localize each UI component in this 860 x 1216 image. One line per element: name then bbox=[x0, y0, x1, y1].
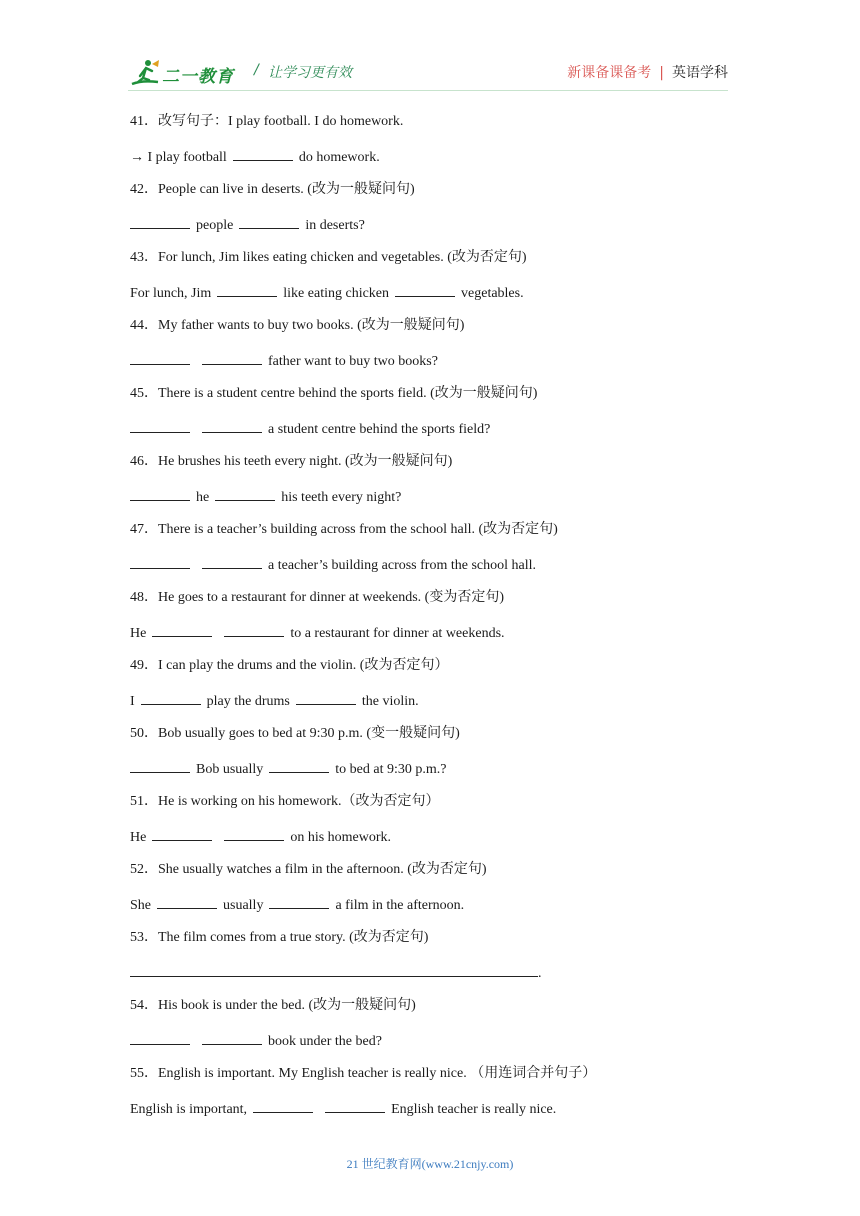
answer-text: father want to buy two books? bbox=[268, 354, 438, 369]
answer-text: to a restaurant for dinner at weekends. bbox=[290, 626, 505, 641]
answer-blank[interactable] bbox=[269, 894, 329, 909]
answer-text: on his homework. bbox=[290, 830, 392, 845]
answer-line bbox=[130, 282, 740, 316]
answer-text: a student centre behind the sports field? bbox=[268, 422, 491, 437]
answer-blank-full[interactable] bbox=[130, 962, 538, 977]
answer-blank[interactable] bbox=[130, 350, 190, 365]
answer-blank[interactable] bbox=[224, 622, 284, 637]
answer-blank[interactable] bbox=[217, 282, 277, 297]
answer-line bbox=[130, 350, 740, 384]
question-prompt: 50．Bob usually goes to bed at 9:30 p.m. (变一般疑问句) bbox=[130, 726, 460, 741]
answer-blank[interactable] bbox=[253, 1098, 313, 1113]
answer-text: a film in the afternoon. bbox=[335, 898, 465, 913]
answer-text: the violin. bbox=[361, 694, 419, 709]
question-prompt: 53．The film comes from a true story. (改为否定句) bbox=[130, 930, 429, 945]
answer-text: He bbox=[130, 830, 147, 845]
answer-text: like eating chicken bbox=[283, 286, 390, 301]
answer-blank[interactable] bbox=[215, 486, 275, 501]
answer-blank[interactable] bbox=[130, 758, 190, 773]
answer-text: English is important, bbox=[130, 1102, 248, 1117]
answer-blank[interactable] bbox=[152, 826, 212, 841]
answer-line bbox=[130, 1098, 740, 1132]
answer-text: do homework. bbox=[298, 150, 380, 165]
answer-text: to bed at 9:30 p.m.? bbox=[335, 762, 447, 777]
answer-text: For lunch, Jim bbox=[130, 286, 212, 301]
question-prompt: 43．For lunch, Jim likes eating chicken and vegetables. (改为否定句) bbox=[130, 250, 527, 265]
logo bbox=[128, 58, 248, 88]
question-prompt: 51．He is working on his homework.（改为否定句） bbox=[130, 794, 440, 809]
runner-logo-icon bbox=[128, 58, 162, 88]
answer-blank[interactable] bbox=[130, 418, 190, 433]
answer-blank[interactable] bbox=[239, 214, 299, 229]
answer-blank[interactable] bbox=[141, 690, 201, 705]
answer-text: He bbox=[130, 626, 147, 641]
answer-text: → I play football bbox=[130, 150, 227, 165]
header-subject-label: 英语学科 bbox=[672, 65, 728, 81]
answer-text: vegetables. bbox=[461, 286, 524, 301]
answer-blank[interactable] bbox=[130, 1030, 190, 1045]
answer-blank[interactable] bbox=[224, 826, 284, 841]
header-course-label: 新课备课备考 bbox=[567, 65, 652, 81]
answer-line bbox=[130, 690, 740, 724]
answer-text: book under the bed? bbox=[268, 1034, 382, 1049]
answer-line bbox=[130, 1030, 740, 1064]
answer-text: English teacher is really nice. bbox=[391, 1102, 557, 1117]
logo-text: 二一教育 bbox=[162, 67, 234, 87]
slogan-separator: / bbox=[254, 62, 259, 78]
answer-line bbox=[130, 894, 740, 928]
question-prompt: 55．English is important. My English teacher is really nice. （用连词合并句子） bbox=[130, 1066, 597, 1081]
answer-blank[interactable] bbox=[130, 214, 190, 229]
page-footer: 21 世纪教育网(www.21cnjy.com) bbox=[346, 1157, 514, 1171]
answer-text: She bbox=[130, 898, 151, 913]
slogan: 让学习更有效 bbox=[268, 65, 352, 81]
answer-blank[interactable] bbox=[202, 1030, 262, 1045]
answer-blank[interactable] bbox=[269, 758, 329, 773]
answer-text: . bbox=[538, 966, 542, 981]
question-prompt: 48．He goes to a restaurant for dinner at weekends. (变为否定句) bbox=[130, 590, 505, 605]
answer-text: a teacher’s building across from the school hall. bbox=[268, 558, 536, 573]
answer-text: usually bbox=[223, 898, 264, 913]
header-right bbox=[567, 62, 728, 82]
question-prompt: 45．There is a student centre behind the sports field. (改为一般疑问句) bbox=[130, 386, 538, 401]
answer-line bbox=[130, 622, 740, 656]
answer-blank[interactable] bbox=[152, 622, 212, 637]
answer-blank[interactable] bbox=[202, 554, 262, 569]
answer-line bbox=[130, 826, 740, 860]
answer-blank[interactable] bbox=[130, 486, 190, 501]
answer-blank[interactable] bbox=[202, 418, 262, 433]
answer-text: play the drums bbox=[206, 694, 290, 709]
answer-line bbox=[130, 758, 740, 792]
answer-blank[interactable] bbox=[130, 554, 190, 569]
answer-blank[interactable] bbox=[296, 690, 356, 705]
answer-blank[interactable] bbox=[233, 146, 293, 161]
answer-text: I bbox=[130, 694, 135, 709]
question-prompt: 54．His book is under the bed. (改为一般疑问句) bbox=[130, 998, 416, 1013]
question-prompt: 42．People can live in deserts. (改为一般疑问句) bbox=[130, 182, 415, 197]
page-header bbox=[128, 56, 728, 92]
answer-line bbox=[130, 486, 740, 520]
answer-text: people bbox=[196, 218, 234, 233]
answer-blank[interactable] bbox=[202, 350, 262, 365]
question-prompt: 44．My father wants to buy two books. (改为一般疑问句) bbox=[130, 318, 465, 333]
answer-line bbox=[130, 962, 740, 996]
question-prompt: 46．He brushes his teeth every night. (改为一般疑问句) bbox=[130, 454, 453, 469]
answer-text: his teeth every night? bbox=[281, 490, 402, 505]
question-prompt: 49．I can play the drums and the violin. (改为否定句） bbox=[130, 658, 449, 673]
answer-blank[interactable] bbox=[157, 894, 217, 909]
answer-text: in deserts? bbox=[305, 218, 365, 233]
question-prompt: 41．改写句子：I play football. I do homework. bbox=[130, 114, 404, 129]
question-prompt: 52．She usually watches a film in the afternoon. (改为否定句) bbox=[130, 862, 487, 877]
question-prompt: 47．There is a teacher’s building across from the school hall. (改为否定句) bbox=[130, 522, 558, 537]
answer-line bbox=[130, 418, 740, 452]
answer-blank[interactable] bbox=[395, 282, 455, 297]
answer-line bbox=[130, 554, 740, 588]
answer-line bbox=[130, 214, 740, 248]
header-divider: | bbox=[659, 65, 664, 81]
answer-line bbox=[130, 146, 740, 180]
question-list bbox=[130, 112, 740, 1132]
answer-text: Bob usually bbox=[196, 762, 264, 777]
answer-text: he bbox=[196, 490, 210, 505]
answer-blank[interactable] bbox=[325, 1098, 385, 1113]
header-rule bbox=[128, 90, 728, 91]
